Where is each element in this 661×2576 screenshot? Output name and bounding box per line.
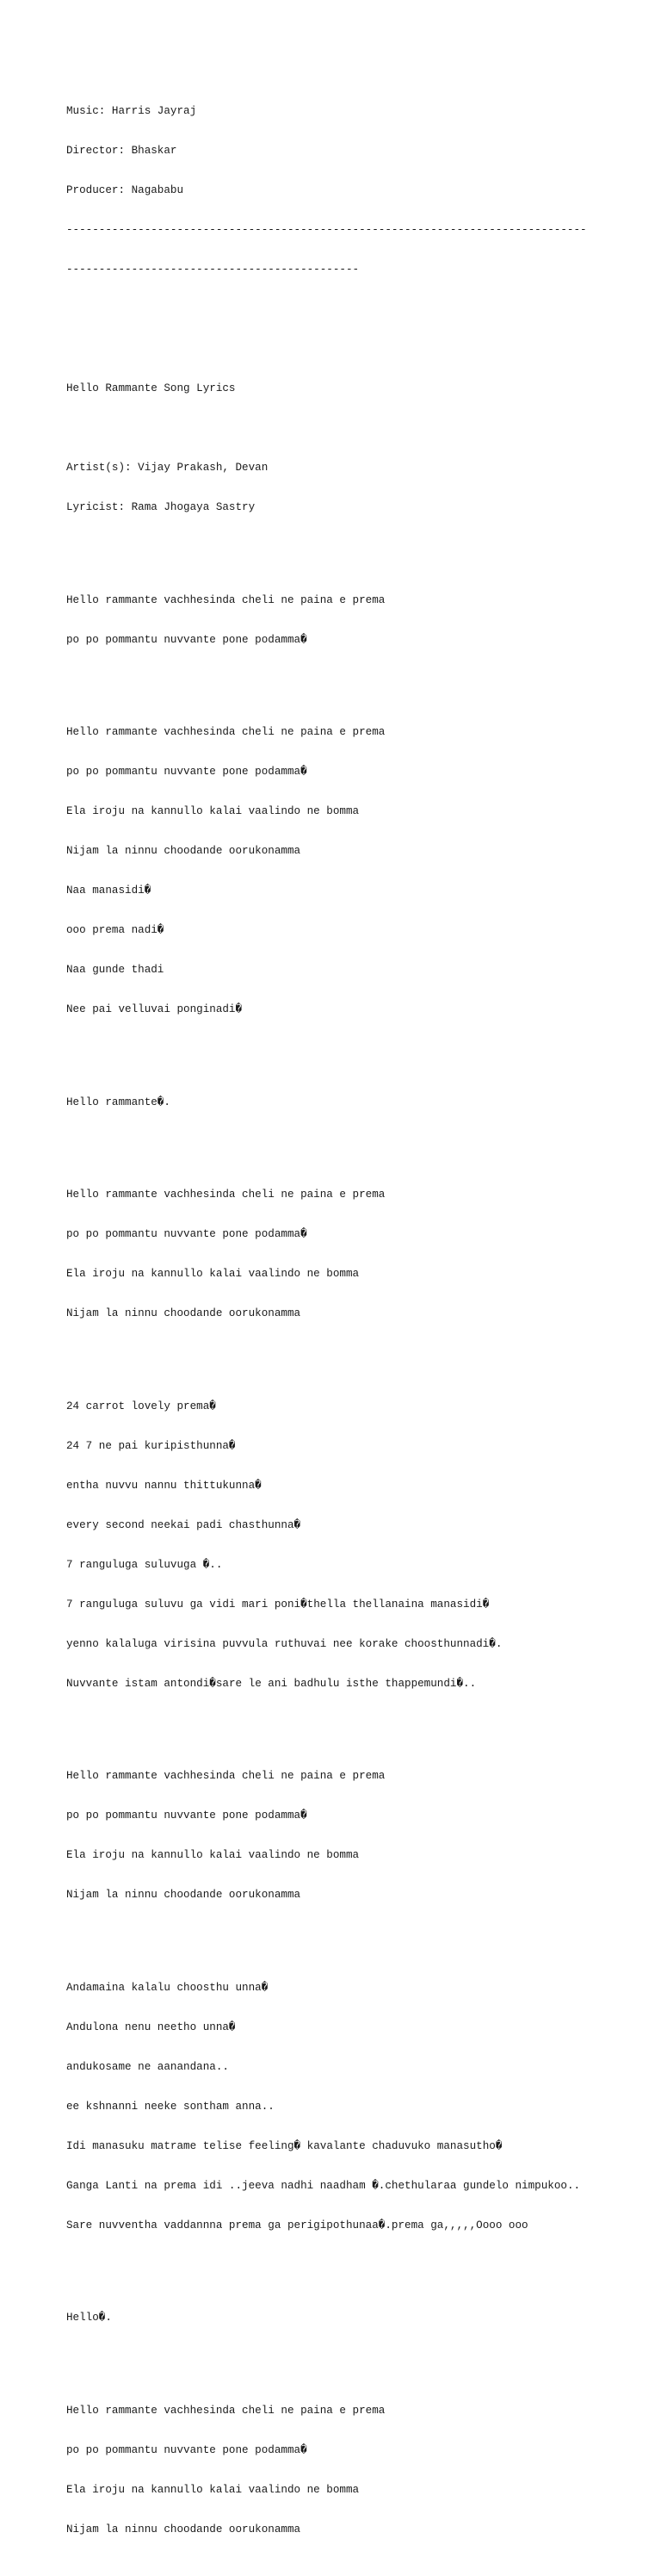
divider-line: --------------------------------------------- xyxy=(66,264,360,276)
lyric-line: yenno kalaluga virisina puvvula ruthuvai nee korake choosthunnadi�. xyxy=(66,1637,503,1650)
credit-producer: Producer: Nagababu xyxy=(66,184,184,197)
lyric-line: ooo prema nadi� xyxy=(66,924,164,937)
lyric-line: 7 ranguluga suluvu ga vidi mari poni�thella thellanaina manasidi� xyxy=(66,1598,490,1611)
spacer xyxy=(66,1136,652,1149)
lyric-line: Hello rammante vachhesinda cheli ne paina e prema xyxy=(66,726,386,739)
spacer xyxy=(66,317,652,344)
credit-director: Director: Bhaskar xyxy=(66,145,177,158)
spacer xyxy=(66,1043,652,1056)
spacer xyxy=(66,422,652,435)
spacer xyxy=(66,1347,652,1360)
lyric-line: Nijam la ninnu choodande oorukonamma xyxy=(66,2523,301,2536)
lyric-line: Hello�. xyxy=(66,2312,112,2325)
song-title: Hello Rammante Song Lyrics xyxy=(66,382,236,395)
lyric-line: Nee pai velluvai ponginadi� xyxy=(66,1003,243,1016)
lyric-line: Nuvvante istam antondi�sare le ani badhulu isthe thappemundi�.. xyxy=(66,1677,477,1690)
lyric-line: ee kshnanni neeke sontham anna.. xyxy=(66,2100,275,2113)
lyric-line: Hello rammante vachhesinda cheli ne paina e prema xyxy=(66,1189,386,1201)
lyric-line: every second neekai padi chasthunna� xyxy=(66,1518,301,1531)
spacer xyxy=(66,1928,652,1941)
lyric-line: Nijam la ninnu choodande oorukonamma xyxy=(66,1307,301,1320)
lyric-line: po po pommantu nuvvante pone podamma� xyxy=(66,1228,307,1241)
lyric-line: Ganga Lanti na prema idi ..jeeva nadhi naadham �.chethularaa gundelo nimpukoo.. xyxy=(66,2180,581,2192)
lyric-line: Idi manasuku matrame telise feeling� kavalante chaduvuko manasutho� xyxy=(66,2139,503,2152)
lyric-line: po po pommantu nuvvante pone podamma� xyxy=(66,633,307,646)
lyric-line: po po pommantu nuvvante pone podamma� xyxy=(66,766,307,779)
lyric-line: Hello rammante vachhesinda cheli ne paina e prema xyxy=(66,2404,386,2417)
lyric-line: Hello rammante vachhesinda cheli ne paina e prema xyxy=(66,593,386,606)
lyric-line: Andulona nenu neetho unna� xyxy=(66,2020,236,2033)
lyric-line: 24 carrot lovely prema� xyxy=(66,1400,216,1412)
lyric-line: Hello rammante�. xyxy=(66,1096,170,1108)
lyric-line: entha nuvvu nannu thittukunna� xyxy=(66,1479,262,1492)
lyric-line: Ela iroju na kannullo kalai vaalindo ne bomma xyxy=(66,2483,360,2496)
song-lyricist: Lyricist: Rama Jhogaya Sastry xyxy=(66,501,256,514)
spacer xyxy=(66,541,652,554)
lyric-line: Andamaina kalalu choosthu unna� xyxy=(66,1981,269,1994)
lyric-line: Ela iroju na kannullo kalai vaalindo ne bomma xyxy=(66,1268,360,1281)
lyric-line: Ela iroju na kannullo kalai vaalindo ne bomma xyxy=(66,805,360,818)
spacer xyxy=(66,2259,652,2272)
spacer xyxy=(66,673,652,686)
divider-line: -------------------------------------------------------------------------------- xyxy=(66,224,587,237)
lyric-line: Nijam la ninnu choodande oorukonamma xyxy=(66,845,301,858)
lyric-line: po po pommantu nuvvante pone podamma� xyxy=(66,1809,307,1822)
lyric-line: 24 7 ne pai kuripisthunna� xyxy=(66,1439,236,1452)
lyric-line: Hello rammante vachhesinda cheli ne paina e prema xyxy=(66,1770,386,1783)
lyric-line: Naa manasidi� xyxy=(66,885,151,897)
lyrics-document xyxy=(66,65,652,2576)
spacer xyxy=(66,2351,652,2364)
lyric-line: Nijam la ninnu choodande oorukonamma xyxy=(66,1889,301,1902)
lyric-line: andukosame ne aanandana.. xyxy=(66,2060,229,2073)
lyric-line: Sare nuvventha vaddannna prema ga perigipothunaa�.prema ga,,,,,Oooo ooo xyxy=(66,2219,528,2232)
lyric-line: Ela iroju na kannullo kalai vaalindo ne bomma xyxy=(66,1849,360,1862)
lyric-line: po po pommantu nuvvante pone podamma� xyxy=(66,2443,307,2456)
spacer xyxy=(66,1717,652,1730)
lyric-line: 7 ranguluga suluvuga �.. xyxy=(66,1558,223,1571)
song-artists: Artist(s): Vijay Prakash, Devan xyxy=(66,462,269,475)
credit-music: Music: Harris Jayraj xyxy=(66,105,197,118)
lyric-line: Naa gunde thadi xyxy=(66,964,164,977)
